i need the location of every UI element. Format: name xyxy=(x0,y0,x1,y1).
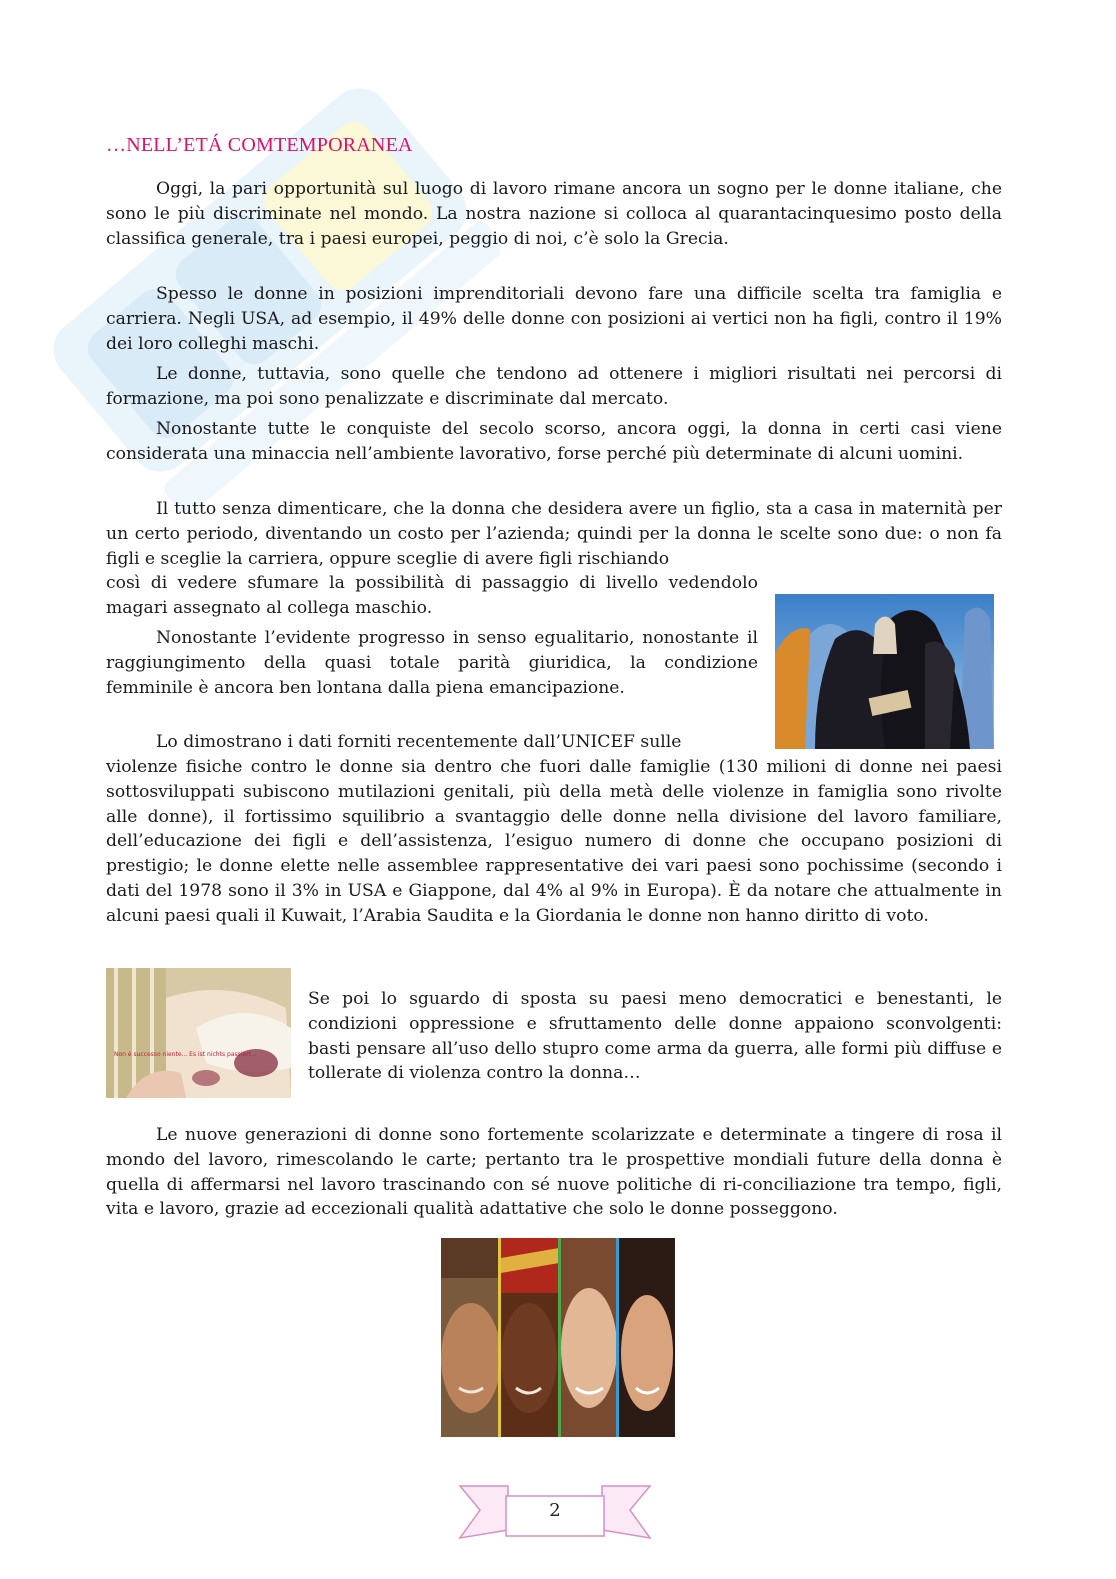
paragraph-3: Le donne, tuttavia, sono quelle che tendono ad ottenere i migliori risultati nei percorsi di formazione, ma poi sono penalizzate e discriminate dal mercato. xyxy=(106,364,1002,409)
section-heading: …NELL’ETÁ COMTEMPORANEA xyxy=(106,134,413,156)
photo-violence xyxy=(106,968,291,1098)
paragraph-7b: violenze fisiche contro le donne sia dentro che fuori dalle famiglie (130 milioni di donne nei paesi sottosviluppati subiscono mutilazioni genitali, più della metà delle violenze in famiglia sono rivolte alle donne), il fortissimo squilibrio a svantaggio delle donne nella divisione del lavoro familiare, dell’educazione dei figli e dell’assistenza, l’esiguo numero di donne che occupano posizioni di prestigio; le donne elette nelle assemblee rappresentative dei vari paesi sono pochissime (secondo i dati del 1978 sono il 3% in USA e Giappone, dal 4% al 9% in Europa). È da notare che attualmente in alcuni paesi quali il Kuwait, l’Arabia Saudita e la Giordania le donne non hanno diritto di voto. xyxy=(106,757,1002,926)
paragraph-2: Spesso le donne in posizioni imprenditoriali devono fare una difficile scelta tra famiglia e carriera. Negli USA, ad esempio, il 49% delle donne con posizioni ai vertici non ha figli, contro il 19% dei loro colleghi maschi. xyxy=(106,284,1002,354)
paragraph-1: Oggi, la pari opportunità sul luogo di lavoro rimane ancora un sogno per le donne italiane, che sono le più discriminate nel mondo. La nostra nazione si colloca al quarantacinquesimo posto della classifica generale, tra i paesi europei, peggio di noi, c’è solo la Grecia. xyxy=(106,179,1002,249)
paragraph-5a: Il tutto senza dimenticare, che la donna che desidera avere un figlio, sta a casa in maternità per un certo periodo, diventando un costo per l’azienda; quindi per la donna le scelte sono due: o non fa figli e sceglie la carriera, oppure sceglie di avere figli rischiando xyxy=(106,499,1002,569)
paragraph-6: Nonostante l’evidente progresso in senso egualitario, nonostante il raggiungimento della quasi totale parità giuridica, la condizione femminile è ancora ben lontana dalla piena emancipazione. xyxy=(106,628,758,698)
paragraph-4: Nonostante tutte le conquiste del secolo scorso, ancora oggi, la donna in certi casi viene considerata una minaccia nell’ambiente lavorativo, forse perché più determinate di alcuni uomini. xyxy=(106,419,1002,464)
paragraph-7a: Lo dimostrano i dati forniti recentemente dall’UNICEF sulle xyxy=(156,732,682,752)
photo-four-women xyxy=(441,1238,675,1437)
paragraph-9: Le nuove generazioni di donne sono fortemente scolarizzate e determinate a tingere di rosa il mondo del lavoro, rimescolando le carte; pertanto tra le prospettive mondiali future della donna è quella di affermarsi nel lavoro trascinando con sé nuove politiche di ri-conciliazione tra tempo, figli, vita e lavoro, grazie ad eccezionali qualità adattative che solo le donne posseggono. xyxy=(106,1125,1002,1220)
page-number: 2 xyxy=(549,1500,561,1521)
photo-veiled-women xyxy=(775,594,994,749)
photo-caption-text: Non è successo niente... Es ist nichts passiert... xyxy=(114,1051,257,1058)
page-number-box xyxy=(458,1482,652,1542)
paragraph-5b: così di vedere sfumare la possibilità di passaggio di livello vedendolo magari assegnato al collega maschio. xyxy=(106,573,758,618)
paragraph-8: Se poi lo sguardo di sposta su paesi meno democratici e benestanti, le condizioni oppressione e sfruttamento delle donne appaiono sconvolgenti: basti pensare all’uso dello stupro come arma da guerra, alle formi più diffuse e tollerate di violenza contro la donna… xyxy=(308,989,1002,1084)
